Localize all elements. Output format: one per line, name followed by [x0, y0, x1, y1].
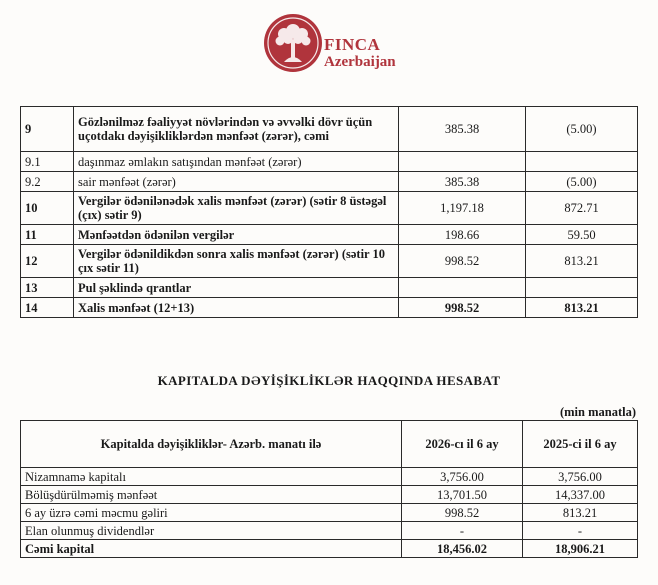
table-row [21, 245, 638, 278]
row-label: Mənfəətdən ödənilən vergilər [74, 225, 399, 245]
previous-value: 18,906.21 [523, 540, 638, 558]
table-row [21, 278, 638, 298]
current-value: 1,197.18 [399, 192, 526, 225]
row-label: 6 ay üzrə cəmi məcmu gəliri [21, 504, 402, 522]
previous-value: 813.21 [526, 298, 638, 318]
row-label: Vergilər ödənilənədək xalis mənfəət (zərər) (sətir 8 üstəgəl (çıx) sətir 9) [74, 192, 399, 225]
row-number: 14 [21, 298, 74, 318]
tree-emblem-icon [262, 12, 324, 74]
row-label: Vergilər ödənildikdən sonra xalis mənfəət (zərər) (sətir 10 çıx sətir 11) [74, 245, 399, 278]
row-number: 11 [21, 225, 74, 245]
table-row [21, 107, 638, 152]
previous-value: 813.21 [523, 504, 638, 522]
table-row [21, 172, 638, 192]
previous-value: 14,337.00 [523, 486, 638, 504]
current-value: 998.52 [402, 504, 523, 522]
current-value: 3,756.00 [402, 468, 523, 486]
row-number: 10 [21, 192, 74, 225]
column-header: Kapitalda dəyişikliklər- Azərb. manatı ilə [21, 421, 402, 468]
column-header: 2026-cı il 6 ay [402, 421, 523, 468]
finca-logo [262, 12, 432, 78]
table-row [21, 225, 638, 245]
current-value: 385.38 [399, 172, 526, 192]
row-label: Pul şəklində qrantlar [74, 278, 399, 298]
income-statement-table [20, 106, 638, 318]
unit-label: (min manatla) [559, 405, 636, 419]
previous-value: (5.00) [526, 172, 638, 192]
table-row [21, 152, 638, 172]
row-label: daşınmaz əmlakın satışından mənfəət (zərər) [74, 152, 399, 172]
previous-value [526, 152, 638, 172]
previous-value [526, 278, 638, 298]
current-value: 13,701.50 [402, 486, 523, 504]
row-label: Cəmi kapital [21, 540, 402, 558]
row-label: sair mənfəət (zərər) [74, 172, 399, 192]
previous-value: - [523, 522, 638, 540]
current-value: 198.66 [399, 225, 526, 245]
table-row [21, 468, 638, 486]
total-row [21, 540, 638, 558]
brand-subtitle: Azerbaijan [324, 54, 396, 70]
previous-value: (5.00) [526, 107, 638, 152]
section-title: KAPITALDA DƏYİŞİKLİKLƏR HAQQINDA HESABAT [157, 373, 501, 388]
table-header-row [21, 421, 638, 468]
current-value [399, 278, 526, 298]
current-value: - [402, 522, 523, 540]
current-value: 998.52 [399, 298, 526, 318]
brand-name: FINCA [324, 35, 381, 54]
row-label: Gözlənilməz fəaliyyət növlərindən və əvvəlki dövr üçün uçotdakı dəyişikliklərdən mənfəət (zərər), cəmi [74, 107, 399, 152]
row-label: Bölüşdürülməmiş mənfəət [21, 486, 402, 504]
previous-value: 872.71 [526, 192, 638, 225]
row-number: 13 [21, 278, 74, 298]
row-label: Xalis mənfəət (12+13) [74, 298, 399, 318]
current-value [399, 152, 526, 172]
table-row [21, 522, 638, 540]
row-label: Elan olunmuş dividendlər [21, 522, 402, 540]
table-row [21, 504, 638, 522]
previous-value: 3,756.00 [523, 468, 638, 486]
previous-value: 59.50 [526, 225, 638, 245]
equity-changes-table [20, 420, 638, 558]
current-value: 18,456.02 [402, 540, 523, 558]
row-number: 12 [21, 245, 74, 278]
previous-value: 813.21 [526, 245, 638, 278]
table-row [21, 298, 638, 318]
column-header: 2025-ci il 6 ay [523, 421, 638, 468]
row-number: 9 [21, 107, 74, 152]
current-value: 385.38 [399, 107, 526, 152]
row-number: 9.2 [21, 172, 74, 192]
table-row [21, 486, 638, 504]
row-label: Nizamnamə kapitalı [21, 468, 402, 486]
row-number: 9.1 [21, 152, 74, 172]
table-row [21, 192, 638, 225]
current-value: 998.52 [399, 245, 526, 278]
